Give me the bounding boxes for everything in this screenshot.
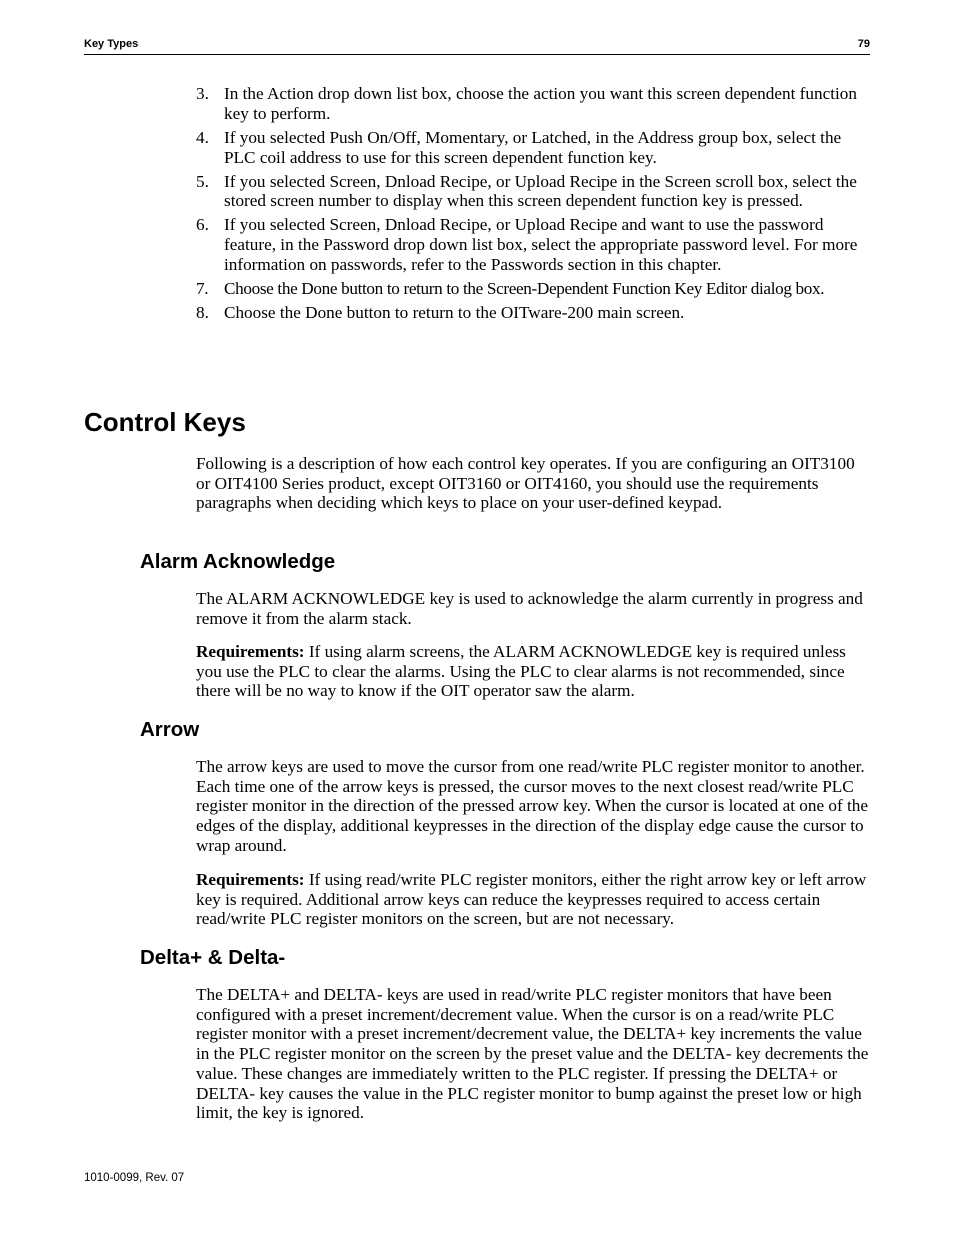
step-text: If you selected Screen, Dnload Recipe, or Upload Recipe in the Screen scroll box, select the stored screen number to display when this screen dependent function key is pressed. (224, 171, 857, 211)
step-number: 4. (196, 127, 209, 147)
subheading-alarm-acknowledge: Alarm Acknowledge (140, 550, 336, 573)
step-text: In the Action drop down list box, choose the action you want this screen dependent function key to perform. (224, 84, 857, 123)
arrow-description: The arrow keys are used to move the cursor from one read/write PLC register monitor to another. Each time one of the arrow keys is pressed, the cursor moves to the next closest read/write PLC register monitor in the direction of the pressed arrow key. When the cursor is located at one of the edges of the display, additional keypresses in the direction of the display edge cause the cursor to wrap around. (196, 757, 868, 855)
list-item (196, 84, 872, 123)
step-text: Choose the Done button to return to the OITware-200 main screen. (224, 302, 685, 322)
alarm-acknowledge-description: The ALARM ACKNOWLEDGE key is used to acknowledge the alarm currently in progress and remove it from the alarm stack. (196, 589, 863, 628)
step-number: 5. (196, 171, 209, 191)
step-number: 3. (196, 84, 209, 103)
alarm-acknowledge-requirements (196, 642, 872, 701)
step-number: 6. (196, 215, 209, 235)
subheading-arrow: Arrow (140, 718, 200, 741)
list-item (196, 215, 872, 274)
subheading-delta: Delta+ & Delta- (140, 946, 286, 969)
step-number: 7. (196, 278, 209, 298)
delta-description: The DELTA+ and DELTA- keys are used in read/write PLC register monitors that have been configured with a preset increment/decrement value. When the cursor is on a read/write PLC register monitor with a preset increment/decrement value, the DELTA+ key increments the value in the PLC register monitor on the screen by the preset value and the DELTA- key decrements the value. These changes are immediately written to the PLC register. If pressing the DELTA+ or DELTA- key causes the value in the PLC register monitor to bump against the preset low or high limit, the key is ignored. (196, 985, 869, 1123)
control-keys-intro: Following is a description of how each control key operates. If you are configuring an OIT3100 or OIT4100 Series product, except OIT3160 or OIT4160, you should use the requirements paragraphs when deciding which keys to place on your user-defined keypad. (196, 454, 855, 513)
list-item (196, 128, 872, 167)
list-item (196, 279, 872, 299)
list-item (196, 303, 872, 323)
step-text: If you selected Push On/Off, Momentary, or Latched, in the Address group box, select the PLC coil address to use for this screen dependent function key. (224, 127, 842, 167)
running-header (84, 38, 870, 55)
list-item (196, 172, 872, 211)
requirements-text: If using alarm screens, the ALARM ACKNOWLEDGE key is required unless you use the PLC to clear the alarms. Using the PLC to clear alarms is not recommended, since there will be no way to know if the OIT operator saw the alarm. (196, 642, 846, 701)
requirements-text: If using read/write PLC register monitors, either the right arrow key or left arrow key is required. Additional arrow keys can reduce the keypresses required to access certain read/write PLC register monitors on the screen, but are not necessary. (196, 870, 867, 929)
step-text: If you selected Screen, Dnload Recipe, or Upload Recipe and want to use the password feature, in the Password drop down list box, select the appropriate password level. For more information on passwords, refer to the Passwords section in this chapter. (224, 215, 858, 274)
step-text: Choose the Done button to return to the Screen-Dependent Function Key Editor dialog box. (224, 278, 825, 298)
section-heading-control-keys: Control Keys (84, 407, 246, 437)
arrow-requirements (196, 870, 872, 929)
footer-document-id: 1010-0099, Rev. 07 (84, 1172, 185, 1184)
step-number: 8. (196, 302, 209, 322)
requirements-label: Requirements: (196, 870, 305, 889)
procedure-steps-list (196, 84, 872, 327)
header-page-number: 79 (857, 38, 870, 50)
header-section-title: Key Types (84, 38, 139, 50)
requirements-label: Requirements: (196, 642, 305, 661)
